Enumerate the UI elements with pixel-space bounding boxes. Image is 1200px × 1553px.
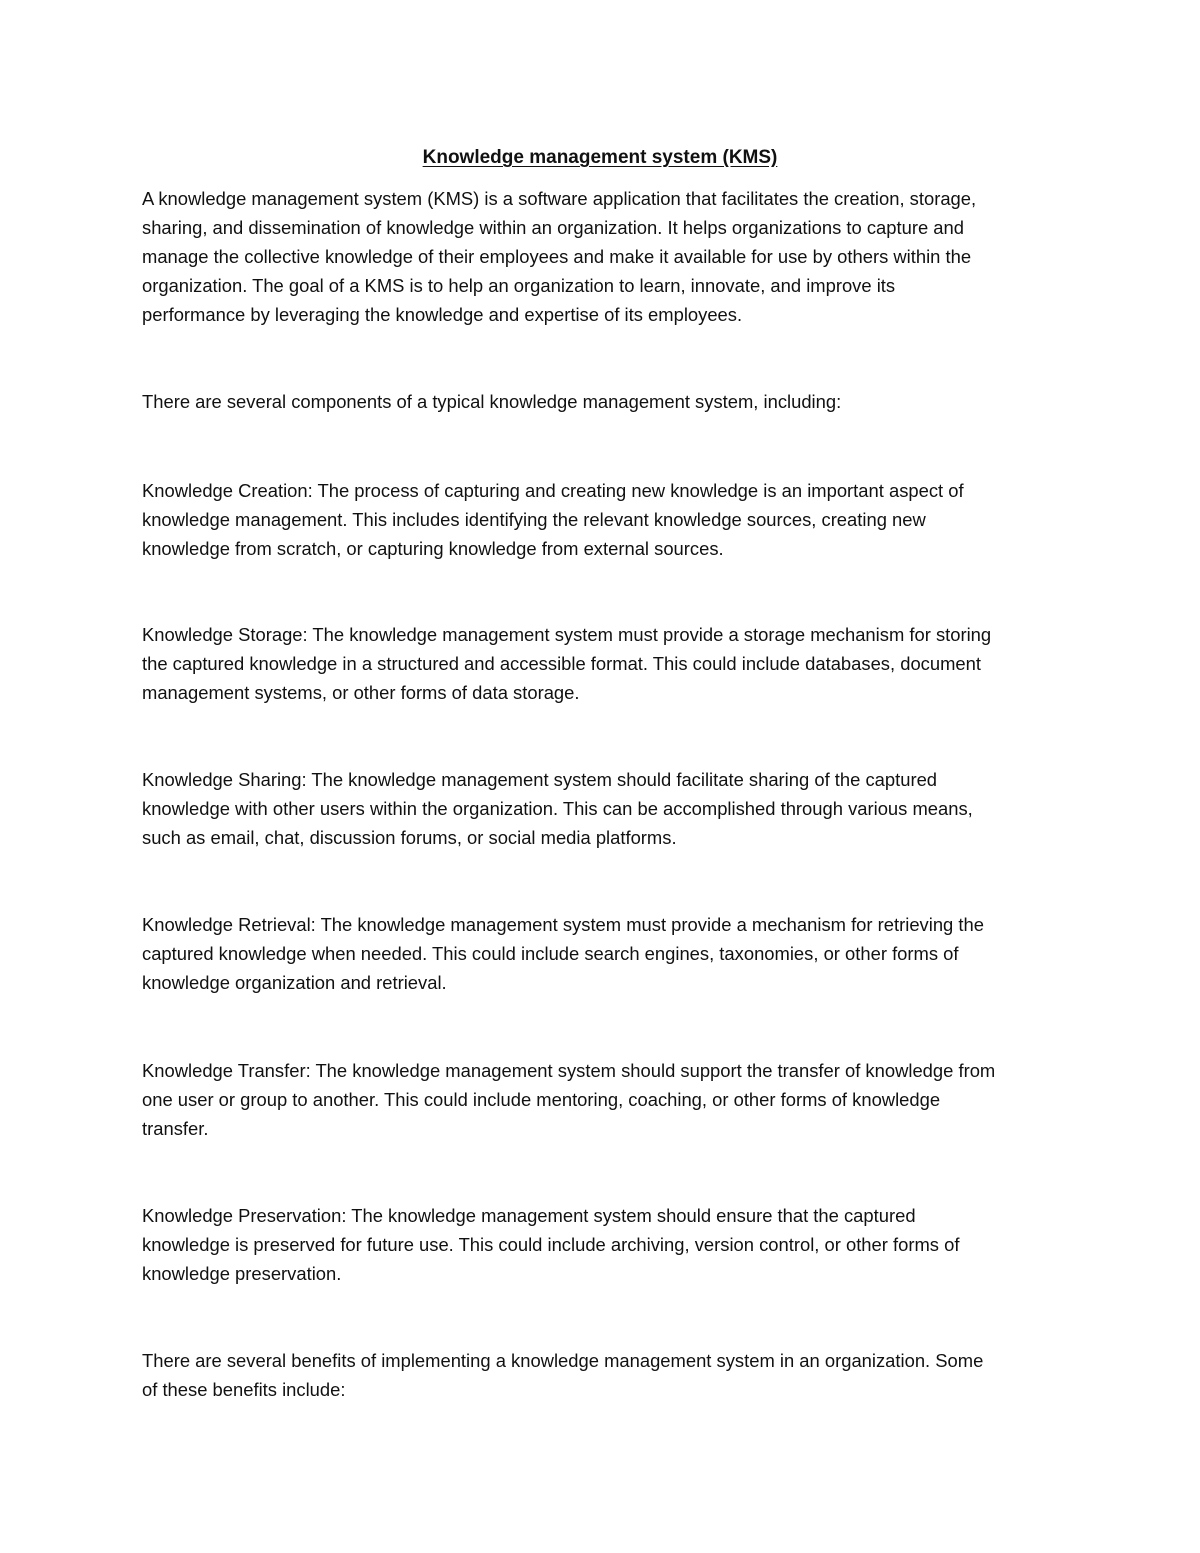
paragraph-knowledge-retrieval (142, 910, 1072, 997)
text-line: management systems, or other forms of data storage. (142, 682, 580, 703)
text-line: manage the collective knowledge of their employees and make it available for use by others within the (142, 246, 972, 267)
text-line: A knowledge management system (KMS) is a software application that facilitates the creation, storage, (142, 188, 977, 209)
text-line: organization. The goal of a KMS is to help an organization to learn, innovate, and improve its (142, 275, 896, 296)
text-line: There are several benefits of implementing a knowledge management system in an organization. Some (142, 1350, 984, 1371)
text-line: of these benefits include: (142, 1379, 346, 1400)
text-line: knowledge preservation. (142, 1263, 342, 1284)
text-line: knowledge with other users within the organization. This can be accomplished through various means, (142, 798, 973, 819)
text-line: one user or group to another. This could include mentoring, coaching, or other forms of knowledge (142, 1089, 941, 1110)
text-line: performance by leveraging the knowledge and expertise of its employees. (142, 304, 743, 325)
text-line: sharing, and dissemination of knowledge within an organization. It helps organizations to capture and (142, 217, 964, 238)
text-line: the captured knowledge in a structured and accessible format. This could include databases, document (142, 653, 981, 674)
document-title: Knowledge management system (KMS) (422, 147, 778, 168)
text-line: Knowledge Sharing: The knowledge management system should facilitate sharing of the captured (142, 769, 938, 790)
text-line: Knowledge Preservation: The knowledge management system should ensure that the captured (142, 1205, 916, 1226)
text-line: such as email, chat, discussion forums, or social media platforms. (142, 827, 677, 848)
paragraph-knowledge-creation (142, 476, 1072, 563)
text-line: captured knowledge when needed. This could include search engines, taxonomies, or other forms of (142, 943, 959, 964)
text-line: Knowledge Storage: The knowledge management system must provide a storage mechanism for storing (142, 624, 992, 645)
text-line: Knowledge Transfer: The knowledge management system should support the transfer of knowledge from (142, 1060, 996, 1081)
text-line: Knowledge Retrieval: The knowledge management system must provide a mechanism for retrieving the (142, 914, 984, 935)
text-line: transfer. (142, 1118, 209, 1139)
paragraph-knowledge-preservation (142, 1201, 1072, 1288)
paragraph-introduction (142, 184, 1072, 329)
paragraph-knowledge-transfer (142, 1056, 1072, 1143)
paragraph-knowledge-storage (142, 620, 1072, 707)
text-line: There are several components of a typical knowledge management system, including: (142, 391, 842, 412)
paragraph-benefits-intro (142, 1346, 1072, 1404)
text-line: knowledge organization and retrieval. (142, 972, 447, 993)
text-line: Knowledge Creation: The process of capturing and creating new knowledge is an important aspect of (142, 480, 964, 501)
paragraph-components-intro (142, 387, 1072, 416)
text-line: knowledge is preserved for future use. This could include archiving, version control, or other forms of (142, 1234, 960, 1255)
paragraph-knowledge-sharing (142, 765, 1072, 852)
text-line: knowledge from scratch, or capturing knowledge from external sources. (142, 538, 724, 559)
text-line: knowledge management. This includes identifying the relevant knowledge sources, creating new (142, 509, 926, 530)
